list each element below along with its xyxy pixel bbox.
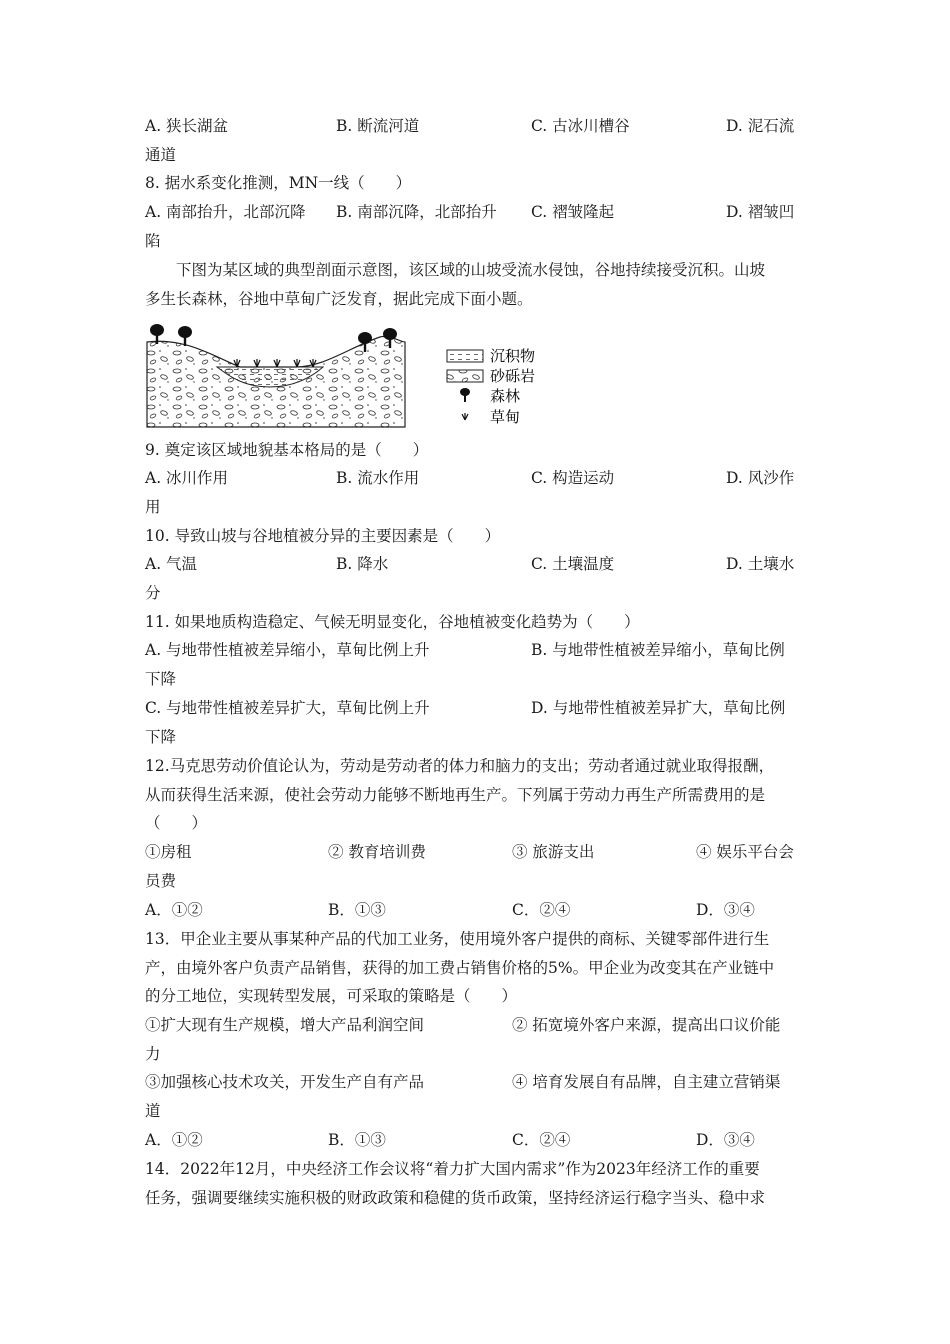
q11-stem: 11. 如果地质构造稳定、气候无明显变化，谷地植被变化趋势为（ ）: [145, 613, 640, 631]
q10-option-d-wrap: 分: [145, 584, 161, 602]
q7-option-b: B. 断流河道: [336, 117, 420, 135]
q12-stem-line-2: 从而获得生活来源，使社会劳动力能够不断地再生产。下列属于劳动力再生产所需费用的是: [145, 786, 766, 804]
q9-option-d-wrap: 用: [145, 498, 161, 516]
q13-answer-b: B．①③: [328, 1131, 386, 1149]
q12-item-4-wrap: 员费: [145, 872, 177, 890]
q8-option-d: D. 褶皱凹: [726, 203, 795, 221]
q10-option-c: C. 土壤温度: [531, 555, 615, 573]
q13-answer-d: D．③④: [696, 1131, 755, 1149]
q7-option-a: A. 狭长湖盆: [145, 117, 229, 135]
q13-item-3: ③加强核心技术攻关，开发生产自有产品: [145, 1073, 425, 1091]
q12-stem-line-1: 12.马克思劳动价值论认为，劳动是劳动者的体力和脑力的支出；劳动者通过就业取得报酬，: [145, 757, 775, 775]
legend-forest-icon: [460, 388, 470, 402]
intro-line-2: 多生长森林，谷地中草甸广泛发育，据此完成下面小题。: [145, 290, 533, 308]
legend-label-gravel: 砂砾岩: [490, 367, 536, 385]
q12-answer-d: D．③④: [696, 901, 755, 919]
meadow-grass: [234, 359, 316, 367]
legend-label-sediment: 沉积物: [490, 347, 536, 365]
q11-option-b: B. 与地带性植被差异缩小，草甸比例: [531, 641, 785, 659]
q10-option-a: A. 气温: [145, 555, 198, 573]
q11-option-a: A. 与地带性植被差异缩小，草甸比例上升: [145, 641, 430, 659]
q8-option-c: C. 褶皱隆起: [531, 203, 615, 221]
q9-option-a: A. 冰川作用: [145, 469, 229, 487]
q8-option-a: A. 南部抬升，北部沉降: [145, 203, 306, 221]
q9-option-b: B. 流水作用: [336, 469, 420, 487]
q11-option-b-wrap: 下降: [145, 670, 177, 688]
q14-stem-line-2: 任务，强调要继续实施积极的财政政策和稳健的货币政策，坚持经济运行稳字当头、稳中求: [145, 1189, 766, 1207]
q12-answer-b: B．①③: [328, 901, 386, 919]
q7-option-c: C. 古冰川槽谷: [531, 117, 630, 135]
q12-answer-a: A．①②: [145, 901, 203, 919]
q7-option-d-wrap: 通道: [145, 146, 177, 164]
q13-stem-line-3: 的分工地位，实现转型发展，可采取的策略是（ ）: [145, 987, 518, 1005]
q13-stem-line-2: 产，由境外客户负责产品销售，获得的加工费占销售价格的5%。甲企业为改变其在产业链中: [145, 959, 775, 977]
q13-item-2-wrap: 力: [145, 1045, 161, 1063]
legend-label-meadow: 草甸: [490, 408, 521, 426]
q13-stem-line-1: 13．甲企业主要从事某种产品的代加工业务，使用境外客户提供的商标、关键零部件进行生: [145, 930, 770, 948]
legend-gravel-swatch: [447, 370, 483, 382]
q8-option-d-wrap: 陷: [145, 232, 161, 250]
q8-option-b: B. 南部沉降，北部抬升: [336, 203, 497, 221]
q10-stem: 10. 导致山坡与谷地植被分异的主要因素是（ ）: [145, 527, 501, 545]
q12-answer-c: C．②④: [512, 901, 571, 919]
intro-line-1: 下图为某区域的典型剖面示意图，该区域的山坡受流水侵蚀，谷地持续接受沉积。山坡: [176, 261, 766, 279]
q11-option-c: C. 与地带性植被差异扩大，草甸比例上升: [145, 699, 430, 717]
cross-section-figure: [145, 312, 555, 432]
q8-stem: 8. 据水系变化推测，MN一线（ ）: [145, 174, 412, 192]
q12-item-3: ③ 旅游支出: [512, 843, 595, 861]
q13-item-4: ④ 培育发展自有品牌，自主建立营销渠: [512, 1073, 781, 1091]
q9-option-c: C. 构造运动: [531, 469, 615, 487]
q9-option-d: D. 风沙作: [726, 469, 795, 487]
legend-meadow-icon: [462, 413, 468, 420]
legend-label-forest: 森林: [490, 387, 521, 405]
q14-stem-line-1: 14．2022年12月，中央经济工作会议将“着力扩大国内需求”作为2023年经济工作的重要: [145, 1160, 760, 1178]
q9-stem: 9. 奠定该区域地貌基本格局的是（ ）: [145, 441, 429, 459]
q13-answer-c: C．②④: [512, 1131, 571, 1149]
q10-option-b: B. 降水: [336, 555, 389, 573]
q7-option-d: D. 泥石流: [726, 117, 795, 135]
q11-option-d: D. 与地带性植被差异扩大，草甸比例: [531, 699, 786, 717]
legend-sediment-swatch: [447, 350, 483, 362]
q13-item-4-wrap: 道: [145, 1102, 161, 1120]
q10-option-d: D. 土壤水: [726, 555, 795, 573]
q13-item-1: ①扩大现有生产规模，增大产品利润空间: [145, 1016, 425, 1034]
q11-option-d-wrap: 下降: [145, 728, 177, 746]
q12-item-4: ④ 娱乐平台会: [696, 843, 794, 861]
q13-item-2: ② 拓宽境外客户来源，提高出口议价能: [512, 1016, 781, 1034]
q13-answer-a: A．①②: [145, 1131, 203, 1149]
q12-item-1: ①房租: [145, 843, 192, 861]
q12-item-2: ② 教育培训费: [328, 843, 426, 861]
q12-stem-line-3: （ ）: [145, 814, 208, 832]
